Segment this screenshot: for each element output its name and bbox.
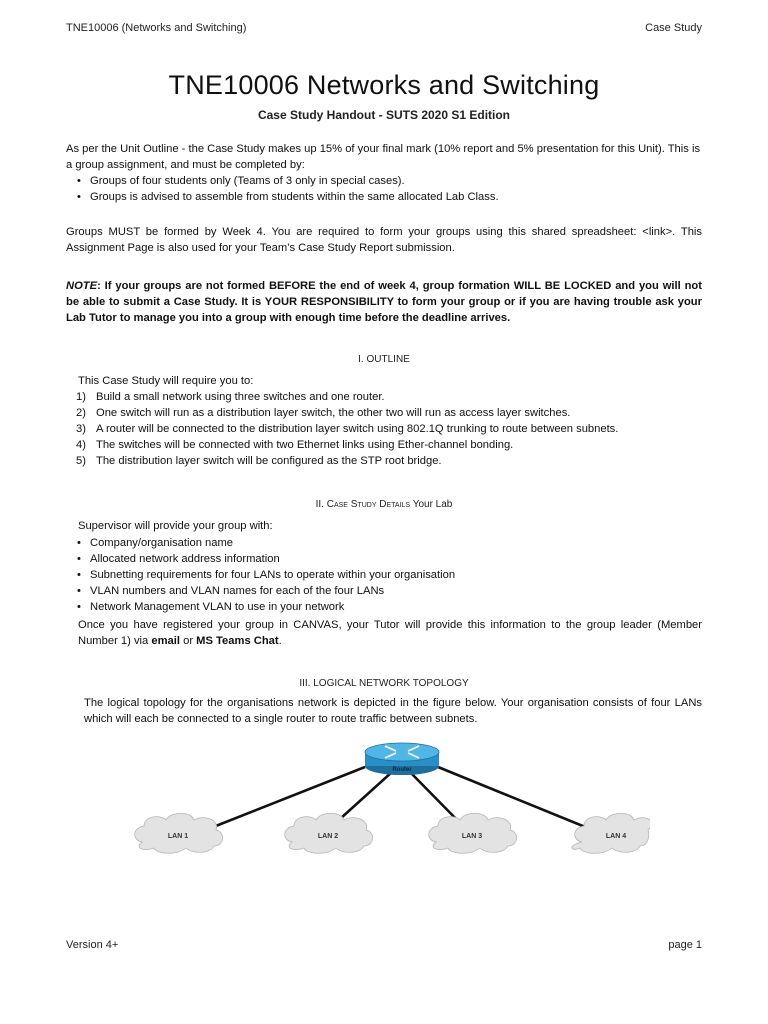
page-subtitle: Case Study Handout - SUTS 2020 S1 Edition (257, 108, 511, 122)
details-bullets (66, 535, 702, 615)
lan-cloud-4 (572, 813, 650, 853)
outline-section (78, 373, 702, 469)
footer-page-number: page 1 (668, 939, 702, 951)
email-text: email (151, 635, 180, 647)
outline-lead: This Case Study will require you to: (78, 375, 254, 387)
note-label: NOTE (66, 280, 98, 292)
list-item: • Groups of four students only (Teams of 3 only in special cases). (90, 173, 702, 189)
footer-version: Version 4+ (66, 939, 119, 951)
list-item: • Subnetting requirements for four LANs to operate within your organisation (90, 567, 702, 583)
lan-label: LAN 4 (605, 833, 627, 840)
groups-paragraph: Groups MUST be formed by Week 4. You are required to form your groups using this shared spreadsheet: <link>. This Assignment Page is also used for your Team’s Case Study Report submission. (66, 226, 702, 254)
topology-paragraph: The logical topology for the organisations network is depicted in the figure below. Your organisation consists of four LANs which will each be connected to a single router to route traffic between subnets. (84, 697, 702, 725)
header-course: TNE10006 (Networks and Switching) (66, 22, 247, 34)
list-item: • VLAN numbers and VLAN names for each of the four LANs (90, 583, 702, 599)
network-topology-diagram (120, 730, 650, 870)
note-paragraph (66, 278, 702, 326)
header-doc-type: Case Study (645, 22, 702, 34)
intro-bullets (66, 173, 702, 205)
list-item: • Company/organisation name (90, 535, 702, 551)
list-item: 4) The switches will be connected with two Ethernet links using Ether-channel bonding. (76, 439, 514, 451)
list-item: 2) One switch will run as a distribution layer switch, the other two will run as access layer switches. (76, 407, 571, 419)
lan-label: LAN 2 (317, 833, 339, 840)
lan-label: LAN 3 (461, 833, 483, 840)
page-title: TNE10006 Networks and Switching (168, 70, 600, 100)
router-icon (365, 743, 439, 775)
list-item: • Network Management VLAN to use in your network (90, 599, 702, 615)
links (198, 767, 600, 833)
intro-section (66, 141, 702, 205)
list-item: • Allocated network address information (90, 551, 702, 567)
section-heading-topology: III. LOGICAL NETWORK TOPOLOGY (299, 678, 469, 689)
section-heading-details: II. Case Study Details Your Lab (315, 499, 453, 510)
teams-chat-text: MS Teams Chat (196, 635, 279, 647)
router-label: Router (392, 767, 412, 773)
list-item: 1) Build a small network using three switches and one router. (76, 391, 385, 403)
lan-label: LAN 1 (167, 833, 189, 840)
outline-list (78, 389, 702, 469)
lan-cloud-3 (429, 813, 517, 853)
list-item: 5) The distribution layer switch will be configured as the STP root bridge. (76, 455, 442, 467)
lan-cloud-2 (285, 813, 373, 853)
list-item: • Groups is advised to assemble from students within the same allocated Lab Class. (90, 189, 702, 205)
details-section (66, 535, 702, 615)
intro-text: As per the Unit Outline - the Case Study makes up 15% of your final mark (10% report and 5% presentation for this Unit). This is a group assignment, and must be completed by: (66, 143, 701, 171)
lan-cloud-1 (135, 813, 223, 853)
details-lead: Supervisor will provide your group with: (78, 520, 273, 532)
note-text: : If your groups are not formed BEFORE the end of week 4, group formation WILL BE LOCKED and you will not be able to submit a Case Study. It is YOUR RESPONSIBILITY to form your group or if you are having trouble ask your Lab Tutor to manage you into a group with enough time before the deadline arrives. (66, 280, 702, 324)
list-item: 3) A router will be connected to the distribution layer switch using 802.1Q trunking to route between subnets. (76, 423, 619, 435)
section-heading-outline: I. OUTLINE (358, 354, 410, 365)
details-closing: Once you have registered your group in CANVAS, your Tutor will provide this information to the group leader (Member Number 1) via email or MS Teams Chat. (78, 619, 702, 647)
